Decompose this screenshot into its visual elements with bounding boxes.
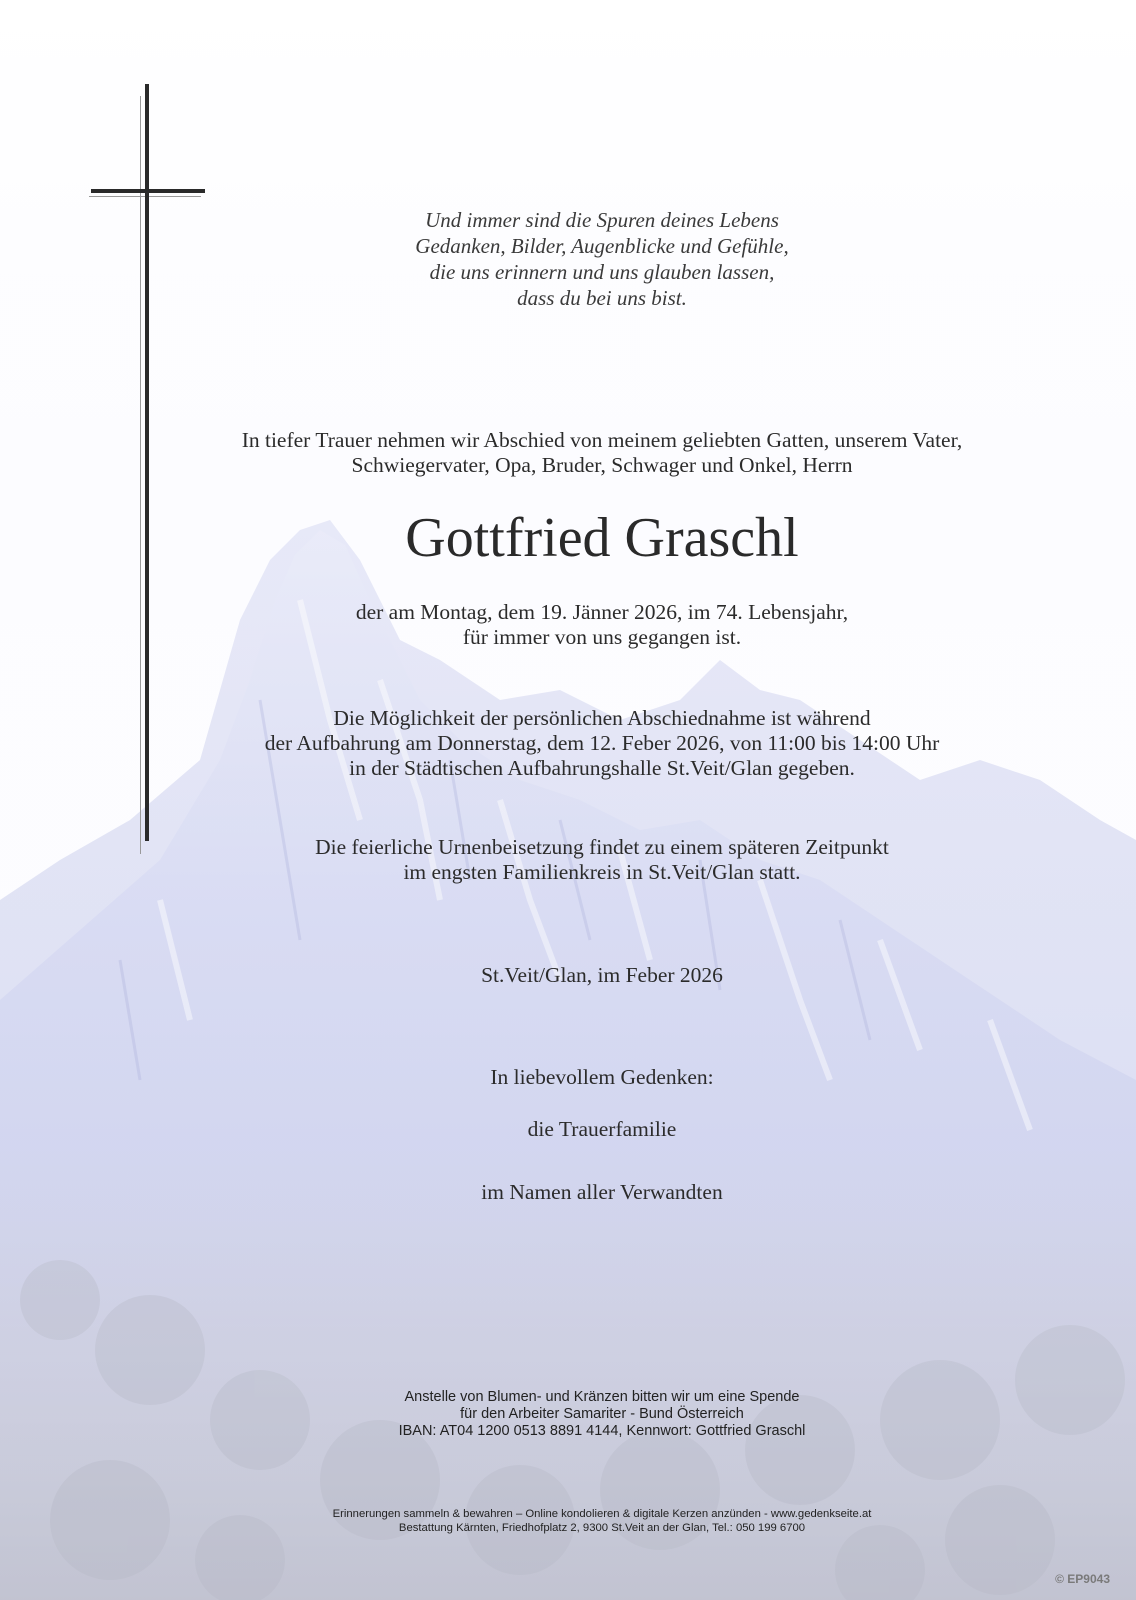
- death-line: der am Montag, dem 19. Jänner 2026, im 74. Lebensjahr,: [355, 600, 849, 624]
- intro-line: In tiefer Trauer nehmen wir Abschied von meinem geliebten Gatten, unserem Vater,: [241, 428, 963, 452]
- footer-block: [200, 1508, 1004, 1535]
- death-notice-block: [200, 600, 1004, 650]
- deceased-name: Gottfried Graschl: [405, 507, 799, 569]
- donation-line: IBAN: AT04 1200 0513 8891 4144, Kennwort: Gottfried Graschl: [398, 1423, 806, 1439]
- cross-shadow-vertical: [140, 96, 141, 854]
- family-signature: die Trauerfamilie: [527, 1117, 677, 1141]
- poem-line: dass du bei uns bist.: [517, 286, 687, 310]
- footer-line: Erinnerungen sammeln & bewahren – Online kondolieren & digitale Kerzen anzünden - www.gedenkseite.at: [332, 1508, 872, 1520]
- donation-block: [200, 1389, 1004, 1440]
- viewing-line: Die Möglichkeit der persönlichen Abschiednahme ist während: [333, 706, 871, 730]
- viewing-line: in der Städtischen Aufbahrungshalle St.Veit/Glan gegeben.: [349, 756, 855, 780]
- poem-line: Gedanken, Bilder, Augenblicke und Gefühle,: [415, 234, 789, 258]
- cross-icon-crossbar: [91, 189, 205, 193]
- place-date: St.Veit/Glan, im Feber 2026: [481, 963, 723, 987]
- viewing-line: der Aufbahrung am Donnerstag, dem 12. Feber 2026, von 11:00 bis 14:00 Uhr: [264, 731, 940, 755]
- cross-icon: [145, 84, 149, 841]
- poem-line: die uns erinnern und uns glauben lassen,: [429, 260, 775, 284]
- viewing-block: [200, 706, 1004, 781]
- donation-line: Anstelle von Blumen- und Kränzen bitten wir um eine Spende: [404, 1389, 800, 1405]
- intro-line: Schwiegervater, Opa, Bruder, Schwager und Onkel, Herrn: [351, 453, 853, 477]
- closing-phrase: In liebevollem Gedenken:: [490, 1065, 714, 1089]
- burial-line: im engsten Familienkreis in St.Veit/Glan statt.: [403, 860, 801, 884]
- donation-line: für den Arbeiter Samariter - Bund Österreich: [460, 1406, 744, 1422]
- burial-block: [200, 835, 1004, 885]
- template-code-mark: © EP9043: [1055, 1572, 1110, 1586]
- burial-line: Die feierliche Urnenbeisetzung findet zu einem späteren Zeitpunkt: [315, 835, 889, 859]
- poem-block: [200, 207, 1004, 311]
- relatives-signature: im Namen aller Verwandten: [481, 1180, 723, 1204]
- poem-line: Und immer sind die Spuren deines Lebens: [425, 208, 779, 232]
- death-line: für immer von uns gegangen ist.: [462, 625, 742, 649]
- intro-block: [200, 428, 1004, 478]
- footer-line: Bestattung Kärnten, Friedhofplatz 2, 9300 St.Veit an der Glan, Tel.: 050 199 6700: [398, 1521, 806, 1534]
